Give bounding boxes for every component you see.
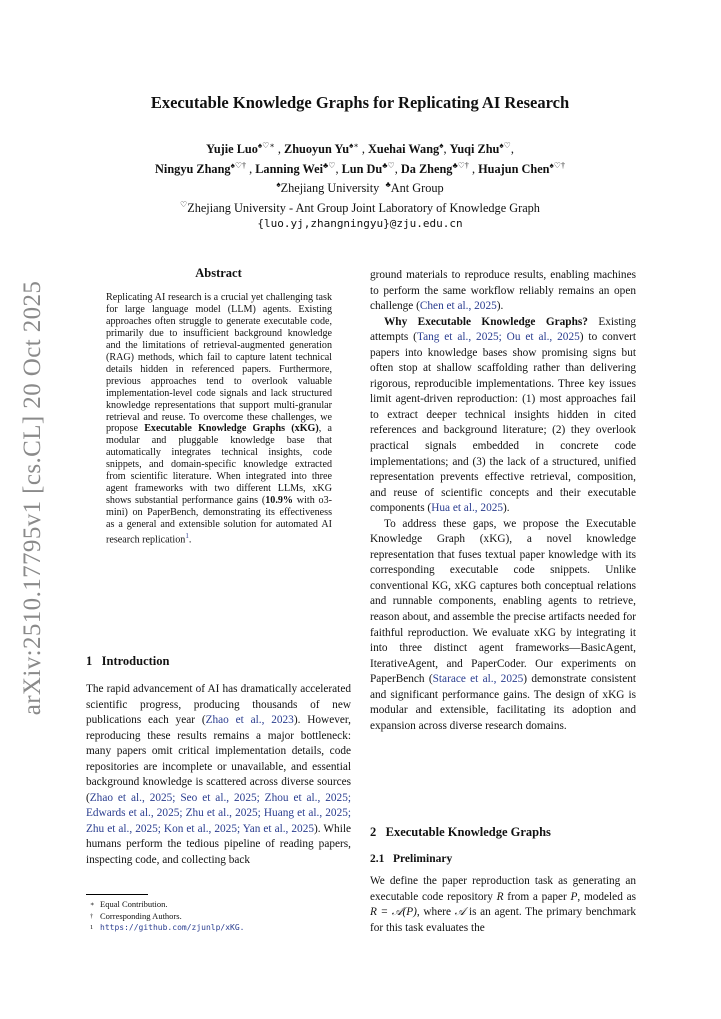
preliminary-text xyxy=(370,874,636,944)
author-mark: ♣♡† xyxy=(452,160,469,170)
author-email: {luo.yj,zhangningyu}@zju.edu.cn xyxy=(257,217,463,231)
author-name: Huajun Chen xyxy=(478,161,550,176)
section-heading-introduction: 1 Introduction xyxy=(86,654,170,668)
arxiv-stamp: arXiv:2510.17795v1 [cs.CL] 20 Oct 2025 xyxy=(19,280,46,716)
author-mark: ♠♡∗ xyxy=(257,141,275,150)
author-mark: ♠♡† xyxy=(549,160,565,170)
author-name: Yujie Luo xyxy=(206,142,258,157)
paragraph: We define the paper reproduction task as generating an executable code repository R from a paper P, modeled as R = 𝒜(P), where 𝒜 is an agent. The primary benchmark for this task evaluates the xyxy=(370,875,636,934)
paper-title: Executable Knowledge Graphs for Replicating AI Research xyxy=(150,93,570,112)
author-name: Lanning Wei xyxy=(255,161,324,176)
author-mark: ♣♡ xyxy=(323,160,336,170)
author-name: Da Zheng xyxy=(400,161,453,176)
citation-link[interactable]: Starace et al., 2025 xyxy=(432,673,524,686)
affil-mark: ♠ xyxy=(276,180,281,190)
paragraph: The rapid advancement of AI has dramatically accelerated scientific progress, producing thousands of new publications each year (Zhao et al., 2023). However, reproducing these results remains a major bottleneck: many papers omit critical implementation details, code repositories are incomplete or unavailable, and essential background knowledge is scattered across diverse sources (Zhao et al., 2025; Seo et al., 2025; Zhou et al., 2025; Edwards et al., 2025; Zhu et al., 2025; Huang et al., 2025; Zhu et al., 2025; Kon et al., 2025; Yan et al., 2025). While humans perform the tedious pipeline of reading papers, inspecting code, and collecting back xyxy=(86,683,351,867)
author-mark: ♠♡ xyxy=(499,141,511,150)
paragraph: ground materials to reproduce results, enabling machines to perform the same workflow reliably remains an open challenge (Chen et al., 2025). xyxy=(370,269,636,313)
subsection-heading-preliminary: 2.1 Preliminary xyxy=(370,853,453,865)
author-name: Zhuoyun Yu xyxy=(284,142,350,157)
section-heading-xkg: 2 Executable Knowledge Graphs xyxy=(370,825,551,839)
author-line-2: Ningyu Zhang♠♡† , Lanning Wei♣♡, Lun Du♣♡, Da Zheng♣♡† , Huajun Chen♠♡† xyxy=(155,160,565,176)
affiliation-line-1 xyxy=(70,177,650,197)
citation-link[interactable]: Chen et al., 2025 xyxy=(419,300,497,313)
footnotes xyxy=(90,899,350,934)
affiliation: Ant Group xyxy=(390,181,444,196)
citation-link[interactable]: Hua et al., 2025 xyxy=(431,502,504,515)
citation-link[interactable]: Zhao et al., 2023 xyxy=(205,714,294,727)
citation-link[interactable]: Tang et al., 2025; Ou et al., 2025 xyxy=(416,331,580,344)
paragraph: To address these gaps, we propose the Executable Knowledge Graph (xKG), a novel knowledge representation that fuses textual paper knowledge with its corresponding executable code snippets. Unlike conventional KG, xKG captures both conceptual relations and runnable components, enabling agents to retrieve, reason about, and assemble the precise artifacts needed for faithful reproduction. We evaluate xKG by integrating it into three distinct agent frameworks—BasicAgent, IterativeAgent, and PaperCoder. Our experiments on PaperBench (Starace et al., 2025) demonstrate consistent and significant performance gains. The design of xKG is modular and extensible, facilitating its adoption and expansion across diverse research domains. xyxy=(370,517,636,732)
author-mark: ♠∗ xyxy=(349,141,359,150)
footnote-url-link[interactable]: https://github.com/zjunlp/xKG. xyxy=(100,923,245,932)
author-block xyxy=(70,138,650,232)
affiliation: Zhejiang University - Ant Group Joint Laboratory of Knowledge Graph xyxy=(187,200,540,215)
footnote-rule xyxy=(86,894,148,895)
affiliation: Zhejiang University xyxy=(280,181,380,196)
author-name: Lun Du xyxy=(341,161,383,176)
intro-text-right xyxy=(370,268,636,815)
author-line-1: Yujie Luo♠♡∗ , Zhuoyun Yu♠∗ , Xuehai Wang♠, Yuqi Zhu♠♡, xyxy=(206,141,514,157)
footnote-ref[interactable]: 1 xyxy=(185,532,189,541)
footnote: ∗ Equal Contribution. xyxy=(90,899,168,909)
footnote: † Corresponding Authors. xyxy=(90,910,182,921)
affil-mark: ♡ xyxy=(180,199,188,209)
abstract-heading: Abstract xyxy=(195,266,242,280)
author-name: Yuqi Zhu xyxy=(449,142,500,157)
paragraph: Why Executable Knowledge Graphs? Existing attempts (Tang et al., 2025; Ou et al., 2025) to convert papers into knowledge bases show promising signs but often stop at shallow scaffolding rather than delivering rigorous, reproducible implementations. Three key issues limit agent-driven reproduction: (1) most approaches fail to extract deeper technical insights hidden in cited references and background literature; (2) they overlook practical signals embedded in concrete code implementations; and (3) the lack of a structured, unified representation prevents effective retrieval, composition, and reuse of scientific concepts and their executable components (Hua et al., 2025). xyxy=(370,315,636,515)
author-name: Ningyu Zhang xyxy=(155,161,231,176)
abstract-text: Replicating AI research is a crucial yet challenging task for large language model (LLM) agents. Existing approaches often struggle to generate executable code, primarily due to insufficient background knowledge and the limitations of retrieval-augmented generation (RAG) methods, which fail to capture latent technical details hidden in referenced papers. Furthermore, previous approaches tend to overlook valuable implementation-level code signals and lack structured knowledge representations that support multi-granular retrieval and reuse. To overcome these challenges, we propose Executable Knowledge Graphs (xKG), a modular and pluggable knowledge base that automatically integrates technical insights, code snippets, and domain-specific knowledge extracted from scientific literature. When integrated into three agent frameworks with two different LLMs, xKG shows substantial performance gains (10.9% with o3-mini) on PaperBench, demonstrating its effectiveness as a general and extensible solution for automated AI research replication$^1$. xyxy=(106,292,332,546)
citation-link[interactable]: Zhao et al., 2025; Seo et al., 2025; Zhou et al., 2025; Edwards et al., 2025; Zhu et al., 2025; Huang et al., 2025; Zhu et al., 2025; Kon et al., 2025; Yan et al., 2025 xyxy=(86,791,351,835)
equation: R = 𝒜(P) xyxy=(370,906,417,919)
author-mark: ♠♡† xyxy=(230,160,246,170)
affil-mark: ♣ xyxy=(385,180,391,190)
footnote: 1 https://github.com/zjunlp/xKG. xyxy=(90,923,245,932)
affiliation-line-2 xyxy=(70,197,650,217)
author-mark: ♣♡ xyxy=(382,160,395,170)
author-mark: ♠ xyxy=(439,141,444,150)
intro-text-left xyxy=(86,682,351,894)
author-name: Xuehai Wang xyxy=(368,142,440,157)
